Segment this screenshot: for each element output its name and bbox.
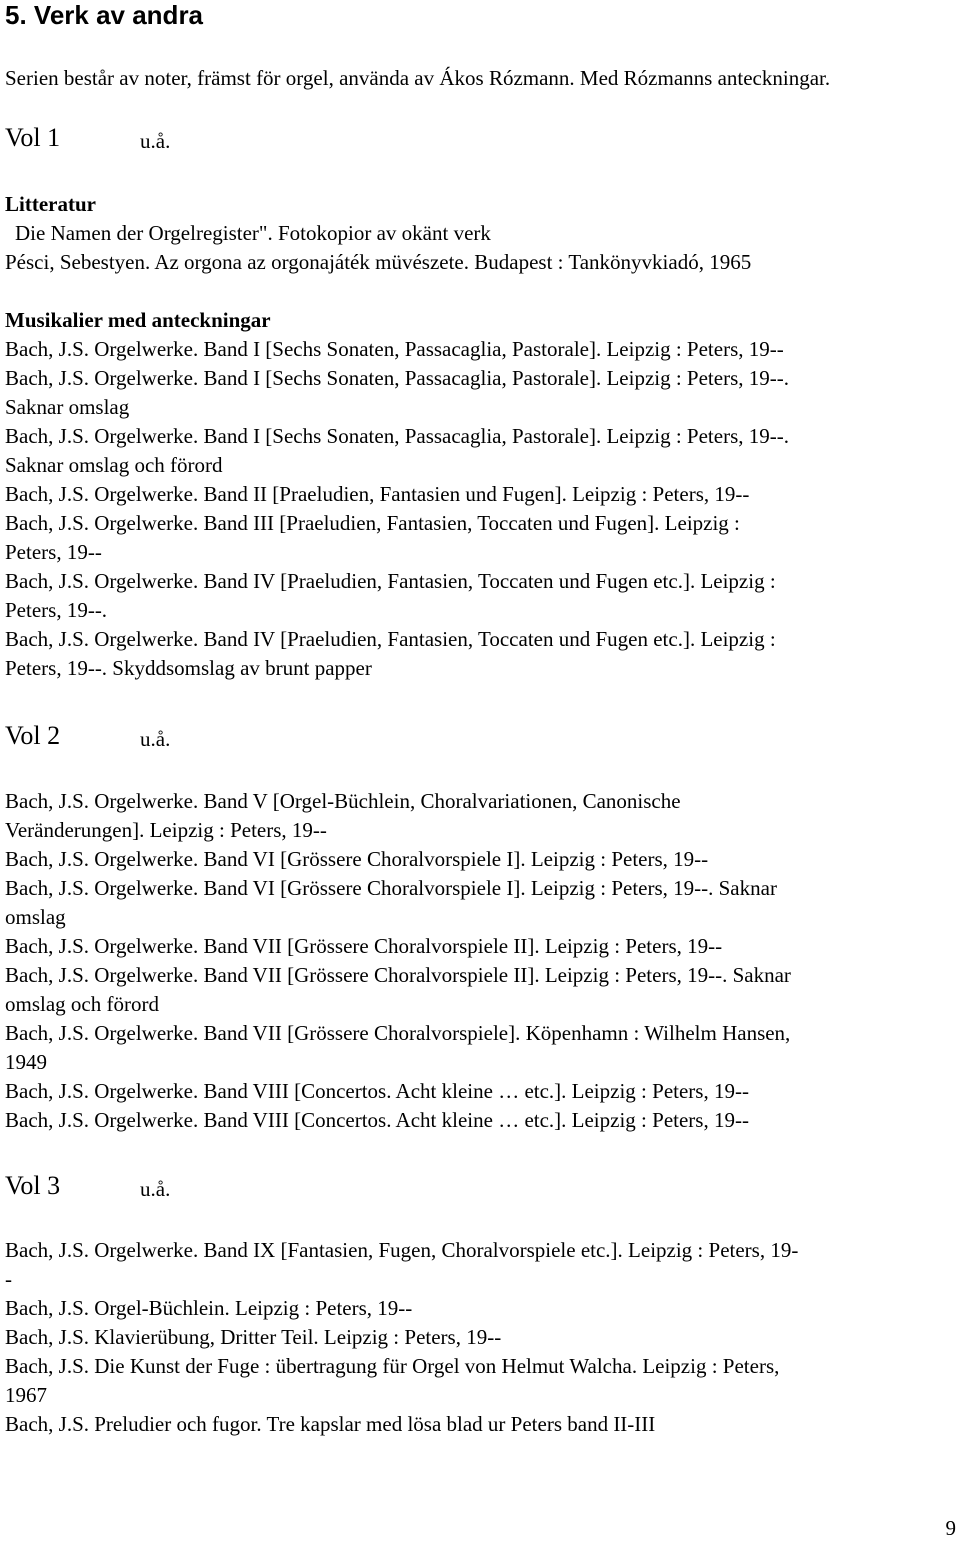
entry-continuation: Saknar omslag och förord: [5, 453, 223, 477]
intro-paragraph: Serien består av noter, främst för orgel, använda av Ákos Rózmann. Med Rózmanns anteckningar.: [5, 66, 831, 90]
litteratur-item: Pésci, Sebestyen. Az orgona az orgonajáték müvészete. Budapest : Tankönyvkiadó, 1965: [5, 250, 752, 274]
vol-1-label: Vol 1: [5, 123, 61, 152]
entry-continuation: Peters, 19--.: [5, 598, 108, 622]
litteratur-item: Die Namen der Orgelregister". Fotokopior av okänt verk: [15, 221, 491, 245]
vol-2-label: Vol 2: [5, 721, 61, 750]
musikalier-heading: Musikalier med anteckningar: [5, 308, 271, 332]
entry: Bach, J.S. Orgelwerke. Band VII [Grössere Choralvorspiele]. Köpenhamn : Wilhelm Hansen,: [5, 1021, 791, 1045]
vol-2-header: [5, 721, 955, 754]
vol-3-label: Vol 3: [5, 1171, 61, 1200]
entry-continuation: Peters, 19--. Skyddsomslag av brunt papper: [5, 656, 372, 680]
entry: Bach, J.S. Orgel-Büchlein. Leipzig : Peters, 19--: [5, 1296, 413, 1320]
litteratur-section: [5, 190, 955, 277]
entry: Bach, J.S. Orgelwerke. Band I [Sechs Sonaten, Passacaglia, Pastorale]. Leipzig : Peters, 19--.: [5, 366, 789, 390]
entry-continuation: omslag och förord: [5, 992, 159, 1016]
vol-3-date: u.å.: [140, 1177, 171, 1201]
entry: Bach, J.S. Orgelwerke. Band I [Sechs Sonaten, Passacaglia, Pastorale]. Leipzig : Peters, 19--.: [5, 424, 789, 448]
entry: Bach, J.S. Orgelwerke. Band VII [Grössere Choralvorspiele II]. Leipzig : Peters, 19--. Saknar: [5, 963, 791, 987]
entry-continuation: 1967: [5, 1383, 47, 1407]
page-number: 9: [945, 1516, 956, 1540]
entry: Bach, J.S. Orgelwerke. Band VI [Grössere Choralvorspiele I]. Leipzig : Peters, 19--: [5, 847, 709, 871]
entry: Bach, J.S. Orgelwerke. Band IV [Praeludien, Fantasien, Toccaten und Fugen etc.]. Leipzig :: [5, 627, 776, 651]
litteratur-heading: Litteratur: [5, 192, 96, 216]
musikalier-section: [5, 306, 955, 683]
vol-2-date: u.å.: [140, 727, 171, 751]
entry: Bach, J.S. Orgelwerke. Band III [Praeludien, Fantasien, Toccaten und Fugen]. Leipzig :: [5, 511, 740, 535]
vol-1-header: [5, 123, 955, 156]
entry-continuation: Peters, 19--: [5, 540, 102, 564]
vol-3-entry-list: [5, 1236, 955, 1439]
entry: Bach, J.S. Orgelwerke. Band IV [Praeludien, Fantasien, Toccaten und Fugen etc.]. Leipzig :: [5, 569, 776, 593]
entry: Bach, J.S. Orgelwerke. Band VII [Grössere Choralvorspiele II]. Leipzig : Peters, 19--: [5, 934, 723, 958]
document-page: [5, 0, 955, 1439]
entry: Bach, J.S. Klavierübung, Dritter Teil. Leipzig : Peters, 19--: [5, 1325, 502, 1349]
entry: Bach, J.S. Orgelwerke. Band I [Sechs Sonaten, Passacaglia, Pastorale]. Leipzig : Peters, 19--: [5, 337, 784, 361]
vol-3-header: [5, 1171, 955, 1204]
entry-continuation: omslag: [5, 905, 66, 929]
entry: Bach, J.S. Orgelwerke. Band II [Praeludien, Fantasien und Fugen]. Leipzig : Peters, 19--: [5, 482, 750, 506]
entry-continuation: Saknar omslag: [5, 395, 130, 419]
vol-2-entry-list: [5, 787, 955, 1135]
vol-1-date: u.å.: [140, 129, 171, 153]
entry-continuation: -: [5, 1267, 12, 1291]
entry-continuation: Veränderungen]. Leipzig : Peters, 19--: [5, 818, 327, 842]
entry: Bach, J.S. Orgelwerke. Band VIII [Concertos. Acht kleine … etc.]. Leipzig : Peters, 19--: [5, 1108, 749, 1132]
entry: Bach, J.S. Die Kunst der Fuge : übertragung für Orgel von Helmut Walcha. Leipzig : Peters,: [5, 1354, 780, 1378]
entry-continuation: 1949: [5, 1050, 47, 1074]
entry: Bach, J.S. Orgelwerke. Band VIII [Concertos. Acht kleine … etc.]. Leipzig : Peters, 19--: [5, 1079, 749, 1103]
section-heading: 5. Verk av andra: [5, 0, 204, 30]
entry: Bach, J.S. Preludier och fugor. Tre kapslar med lösa blad ur Peters band II-III: [5, 1412, 656, 1436]
entry: Bach, J.S. Orgelwerke. Band VI [Grössere Choralvorspiele I]. Leipzig : Peters, 19--. Saknar: [5, 876, 777, 900]
entry: Bach, J.S. Orgelwerke. Band IX [Fantasien, Fugen, Choralvorspiele etc.]. Leipzig : Peters, 19-: [5, 1238, 799, 1262]
entry-list: [5, 335, 955, 683]
entry: Bach, J.S. Orgelwerke. Band V [Orgel-Büchlein, Choralvariationen, Canonische: [5, 789, 681, 813]
